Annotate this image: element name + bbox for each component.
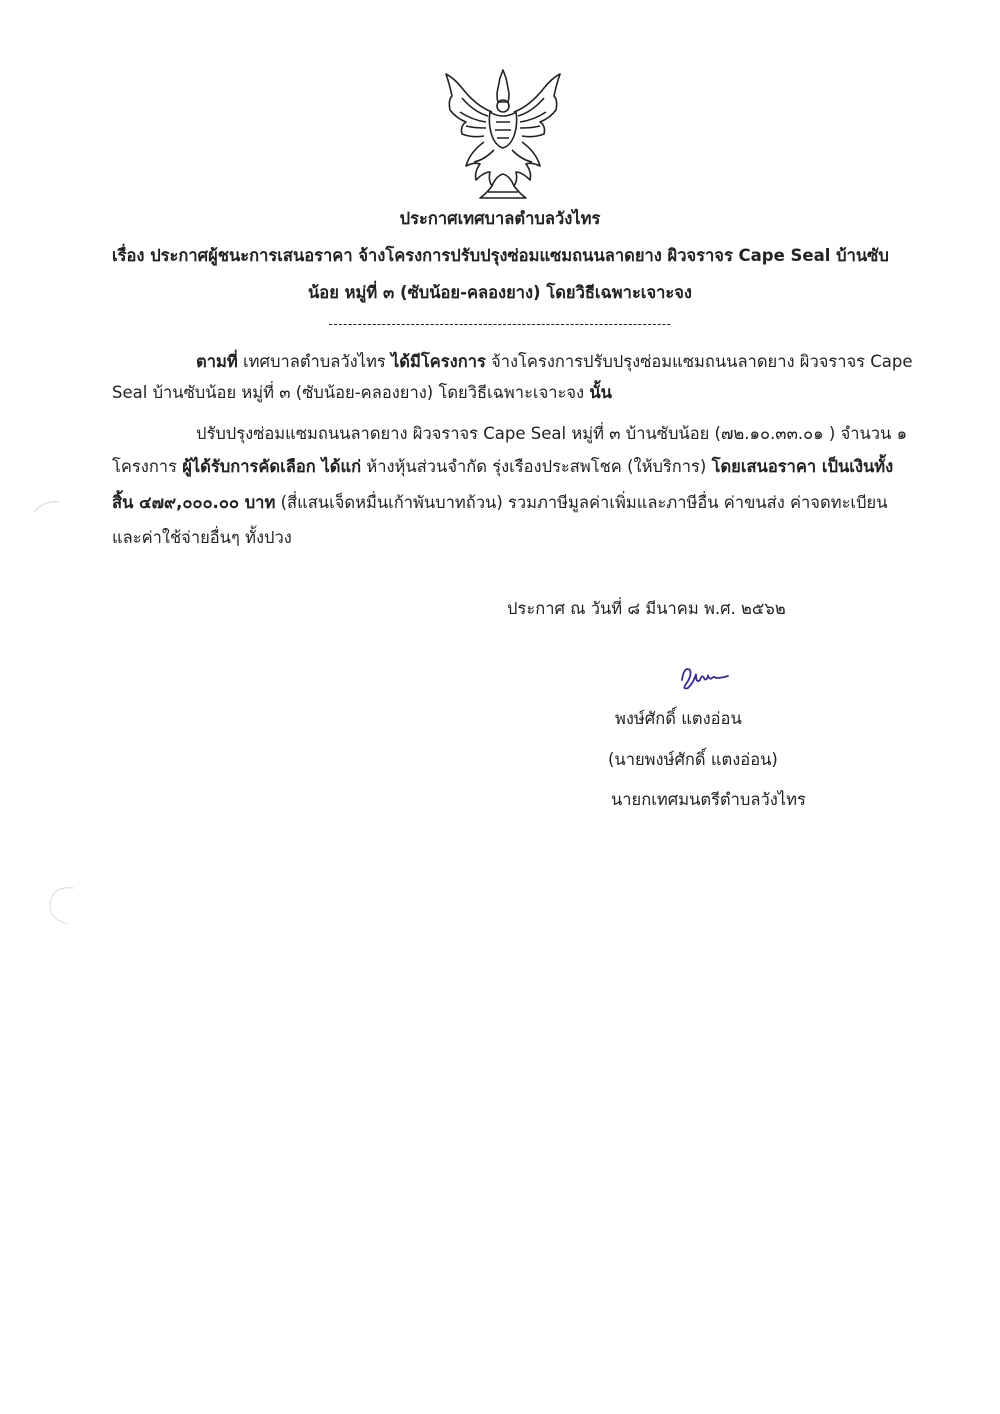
subject-text-1: จ้างโครงการปรับปรุงซ่อมแซมถนนลาดยาง ผิวจราจร Cape Seal บ้านซับ xyxy=(352,246,889,265)
garuda-emblem-icon xyxy=(440,66,566,202)
announcement-title: ประกาศเทศบาลตำบลวังไทร xyxy=(399,209,601,228)
p2-amount-words: (สี่แสนเจ็ดหมื่นเก้าพันบาทถ้วน) รวมภาษีมูลค่าเพิ่มและภาษีอื่น ค่าขนส่ง ค่าจดทะเบียน xyxy=(275,493,888,512)
divider-line: ----------------------------------------------------------------------- xyxy=(328,317,672,331)
signature-icon xyxy=(676,660,732,694)
paragraph-2-line-3 xyxy=(112,495,888,512)
p1-end: นั้น xyxy=(589,383,612,402)
p2-project-count: โครงการ xyxy=(112,457,183,476)
p1-project: จ้างโครงการปรับปรุงซ่อมแซมถนนลาดยาง ผิวจราจร Cape xyxy=(485,352,913,371)
subject-line-1 xyxy=(112,248,889,265)
announcement-date: ประกาศ ณ วันที่ ๘ มีนาคม พ.ศ. ๒๕๖๒ xyxy=(507,599,786,618)
paragraph-1-line-2 xyxy=(112,385,612,402)
signer-position: นายกเทศมนตรีตำบลวังไทร xyxy=(611,790,806,809)
paragraph-1-line-1 xyxy=(196,354,913,371)
p2-company: ห้างหุ้นส่วนจำกัด รุ่งเรืองประสพโชค (ให้บริการ) xyxy=(361,457,712,476)
p1-org: เทศบาลตำบลวังไทร xyxy=(237,352,391,371)
scan-mark-2 xyxy=(44,880,84,930)
scan-mark-1 xyxy=(30,490,70,520)
p1-has-project: ได้มีโครงการ xyxy=(391,352,486,371)
p1-ref: ตามที่ xyxy=(196,352,238,371)
paragraph-2-line-1: ปรับปรุงซ่อมแซมถนนลาดยาง ผิวจราจร Cape Seal หมู่ที่ ๓ บ้านซับน้อย (๗๒.๑๐.๓๓.๐๑ ) จำนวน ๑ xyxy=(196,424,908,443)
subject-label: เรื่อง ประกาศผู้ชนะการเสนอราคา xyxy=(112,246,353,265)
p2-selected-label: ผู้ได้รับการคัดเลือก ได้แก่ xyxy=(182,457,362,476)
p2-amount: สิ้น ๔๗๙,๐๐๐.๐๐ บาท xyxy=(112,493,276,512)
paragraph-2-line-2 xyxy=(112,459,893,476)
subject-line-2: น้อย หมู่ที่ ๓ (ซับน้อย-คลองยาง) โดยวิธีเฉพาะเจาะจง xyxy=(308,283,692,302)
p2-offer-label: โดยเสนอราคา เป็นเงินทั้ง xyxy=(711,457,894,476)
p1-project-cont: Seal บ้านซับน้อย หมู่ที่ ๓ (ซับน้อย-คลองยาง) โดยวิธีเฉพาะเจาะจง xyxy=(112,383,590,402)
paragraph-2-line-4: และค่าใช้จ่ายอื่นๆ ทั้งปวง xyxy=(112,528,292,547)
signer-name: พงษ์ศักดิ์ แตงอ่อน xyxy=(615,709,742,728)
signer-full-name: (นายพงษ์ศักดิ์ แตงอ่อน) xyxy=(608,750,778,769)
